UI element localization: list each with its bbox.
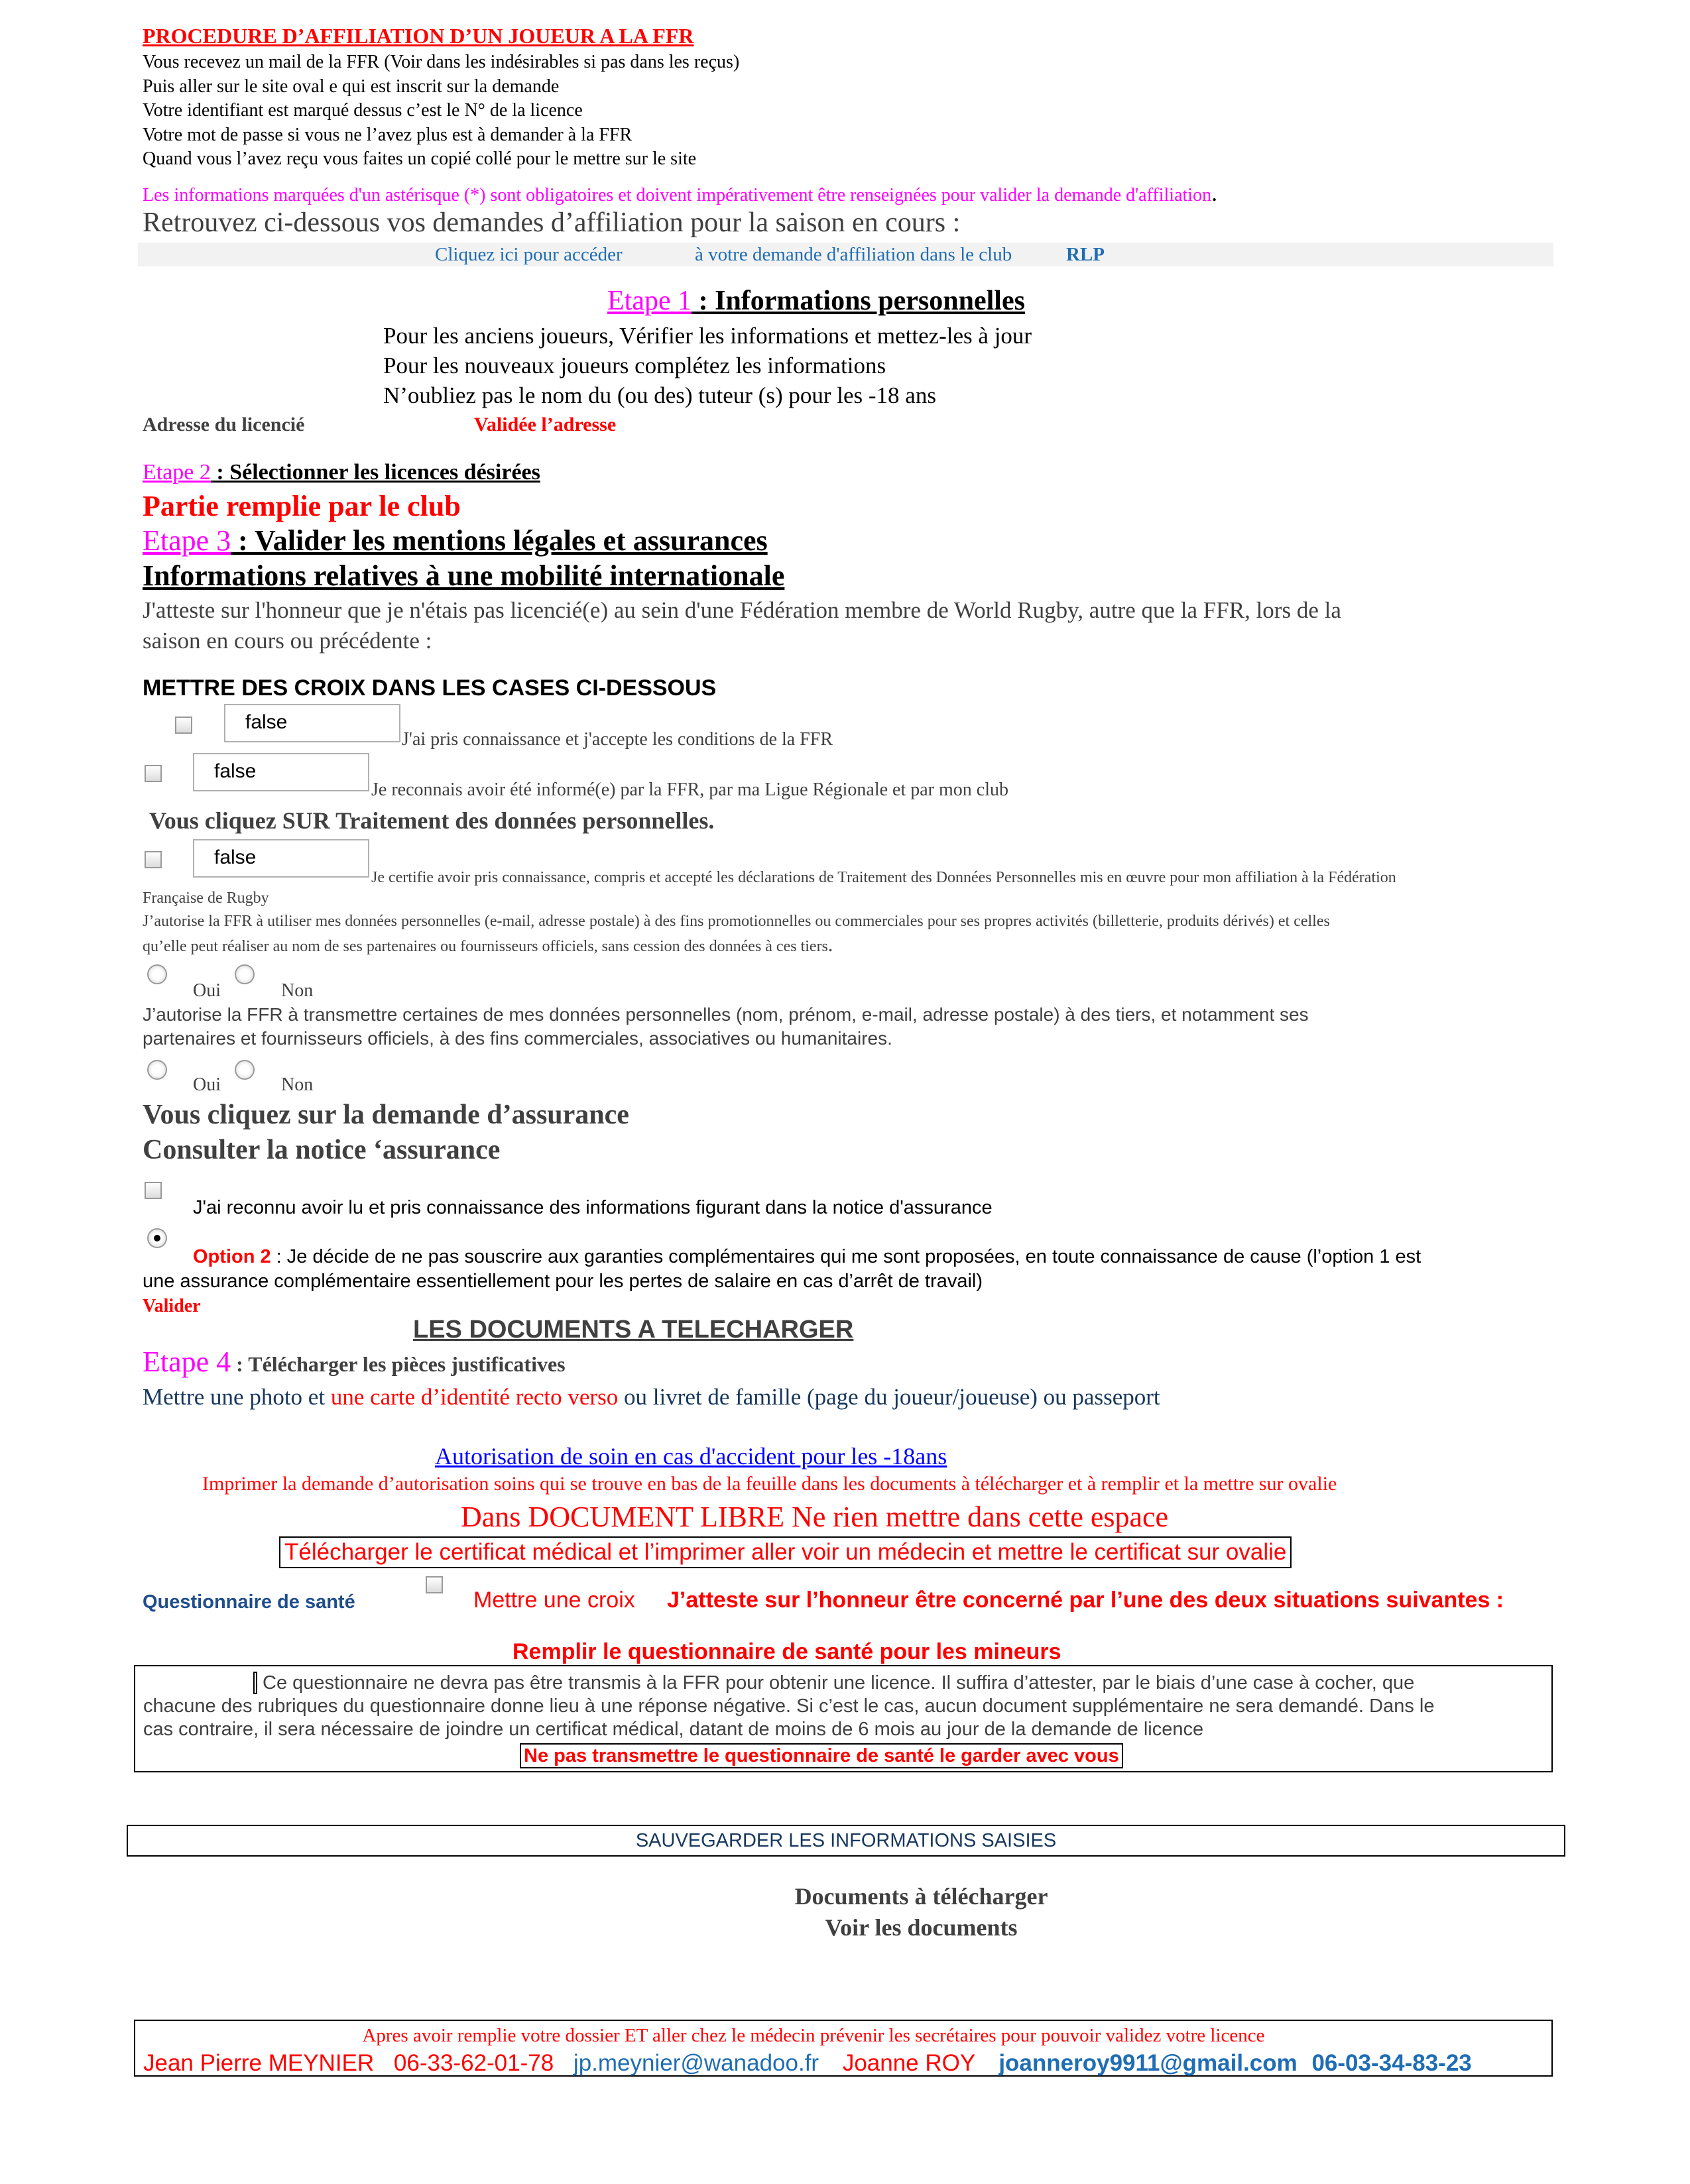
treatment-label: Je certifie avoir pris connaissance, compris et accepté les déclarations de Traitement des Données Personnelles mis en œuvre pour mon affiliation à la Fédération: [371, 869, 1396, 886]
treatment-checkbox[interactable]: [145, 851, 162, 868]
club-code: RLP: [1066, 244, 1105, 265]
sante-atteste: J’atteste sur l’honneur être concerné par l’une des deux situations suivantes :: [667, 1587, 1504, 1613]
sante-info-text: [143, 1672, 1435, 1741]
intro-line: Votre mot de passe si vous ne l’avez plus est à demander à la FFR: [143, 124, 633, 145]
contact2-email[interactable]: joanneroy9911@gmail.com: [998, 2050, 1298, 2076]
insurance-click: Vous cliquez sur la demande d’assurance: [143, 1100, 629, 1130]
address-validate-link[interactable]: Validée l’adresse: [474, 414, 617, 435]
third-oui-label: Oui: [193, 1074, 221, 1095]
access-link[interactable]: Cliquez ici pour accéder: [435, 244, 623, 265]
intro-line: Quand vous l’avez reçu vous faites un copié collé pour le mettre sur le site: [143, 148, 697, 169]
etape4-heading: [143, 1345, 566, 1379]
save-button-label: SAUVEGARDER LES INFORMATIONS SAISIES: [635, 1830, 1057, 1851]
crosses-title: METTRE DES CROIX DANS LES CASES CI-DESSOUS: [143, 675, 717, 701]
club-part: Partie remplie par le club: [143, 490, 461, 522]
etape4-title: : Télécharger les pièces justificatives: [231, 1352, 566, 1376]
etape3-label: Etape 3: [143, 524, 231, 557]
access-bar[interactable]: [138, 243, 1553, 266]
sante-warning: Ne pas transmettre le questionnaire de santé le garder avec vous: [520, 1743, 1123, 1768]
authorize-third: [143, 1003, 1309, 1051]
authorize-third-line: partenaires et fournisseurs officiels, à des fins commerciales, associatives ou humanitaires.: [143, 1028, 892, 1049]
sante-info-line: Ce questionnaire ne devra pas être transmis à la FFR pour obtenir une licence. Il suffira d’attester, par le biais d’une case à cocher, que: [263, 1672, 1415, 1694]
authorize-promo-line: qu’elle peut réaliser au nom de ses partenaires ou fournisseurs officiels, sans cession des données à ces tiers.: [143, 934, 833, 956]
etape3-title: : Valider les mentions légales et assurances: [231, 524, 768, 557]
soin-instruction: Imprimer la demande d’autorisation soins qui se trouve en bas de la feuille dans les documents à télécharger et à remplir et la mettre sur ovalie: [202, 1473, 1337, 1495]
asterisk-note-text: Les informations marquées d'un astérisque (*) sont obligatoires et doivent impérativement être renseignées pour valider la demande d'affiliation: [143, 185, 1212, 205]
sante-mineurs: Remplir le questionnaire de santé pour les mineurs: [513, 1639, 1061, 1664]
conditions-label: J'ai pris connaissance et j'accepte les conditions de la FFR: [402, 729, 833, 750]
sante-checkbox[interactable]: [426, 1576, 443, 1593]
option2-label: Option 2: [193, 1246, 271, 1267]
docs-title: Documents à télécharger: [794, 1883, 1048, 1910]
contact2-name: Joanne ROY: [842, 2050, 975, 2076]
option2-text: [143, 1245, 1421, 1294]
pieces-a: Mettre une photo et: [143, 1384, 331, 1410]
intro-lines: [143, 50, 739, 172]
documents-heading: LES DOCUMENTS A TELECHARGER: [413, 1316, 854, 1344]
treatment-value-field[interactable]: false: [193, 839, 369, 878]
etape1-line: Pour les nouveaux joueurs complétez les informations: [383, 353, 886, 378]
pieces-line: [143, 1384, 1160, 1410]
contact1-phone: 06-33-62-01-78: [393, 2050, 554, 2076]
asterisk-note: [143, 179, 1217, 207]
authorize-promo-line: J’autorise la FFR à utiliser mes données personnelles (e-mail, adresse postale) à des fins promotionnelles ou commerciales pour ses propres activités (billetterie, produits dérivés) et celles: [143, 913, 1330, 930]
contact1-email[interactable]: jp.meynier@wanadoo.fr: [573, 2050, 819, 2076]
etape1-line: N’oubliez pas le nom du (ou des) tuteur (s) pour les -18 ans: [383, 382, 936, 408]
conditions-value-field[interactable]: false: [224, 704, 400, 742]
pieces-c: ou livret de famille (page du joueur/joueuse) ou passeport: [618, 1384, 1160, 1410]
etape1-title: : Informations personnelles: [692, 286, 1025, 316]
contact-box: [134, 2020, 1553, 2077]
third-non-label: Non: [281, 1074, 314, 1095]
notice-read-label: J'ai reconnu avoir lu et pris connaissance des informations figurant dans la notice d'assurance: [193, 1197, 993, 1218]
doc-libre-note: Dans DOCUMENT LIBRE Ne rien mettre dans cette espace: [461, 1501, 1169, 1533]
informed-label: Je reconnais avoir été informé(e) par la FFR, par ma Ligue Régionale et par mon club: [371, 779, 1008, 800]
sante-label: Questionnaire de santé: [143, 1591, 355, 1613]
contact2-phone: 06-03-34-83-23: [1311, 2050, 1472, 2076]
promo-oui-radio[interactable]: [147, 964, 167, 984]
etape1-heading: [607, 285, 1025, 317]
ffr-rugby: Française de Rugby: [143, 890, 269, 907]
etape1-lines: [383, 321, 1032, 410]
option2-desc-line2: une assurance complémentaire essentiellement pour les pertes de salaire en cas d’arrêt de travail): [143, 1271, 983, 1292]
certificat-note: Télécharger le certificat médical et l’imprimer aller voir un médecin et mettre le certificat sur ovalie: [279, 1536, 1292, 1568]
intro-line: Puis aller sur le site oval e qui est inscrit sur la demande: [143, 76, 560, 97]
page-title: PROCEDURE D’AFFILIATION D’UN JOUEUR A LA FFR: [143, 24, 694, 48]
etape2-label: Etape 2: [143, 460, 211, 485]
third-oui-radio[interactable]: [147, 1060, 167, 1080]
notice-read-checkbox[interactable]: [145, 1182, 162, 1199]
promo-oui-label: Oui: [193, 980, 221, 1001]
intro-line: Vous recevez un mail de la FFR (Voir dans les indésirables si pas dans les reçus): [143, 52, 740, 72]
save-button[interactable]: [127, 1825, 1565, 1857]
validate-link[interactable]: Valider: [143, 1296, 201, 1316]
authorize-promo: [143, 910, 1330, 958]
soin-link[interactable]: Autorisation de soin en cas d'accident pour les -18ans: [435, 1443, 947, 1469]
attest-line: saison en cours ou précédente :: [143, 628, 432, 654]
intro-line: Votre identifiant est marqué dessus c’est le N° de la licence: [143, 100, 583, 121]
etape4-label: Etape 4: [143, 1346, 231, 1378]
attest-line: J'atteste sur l'honneur que je n'étais pas licencié(e) au sein d'une Fédération membre de World Rugby, autre que la FFR, lors de la: [143, 597, 1341, 623]
authorize-third-line: J’autorise la FFR à transmettre certaines de mes données personnelles (nom, prénom, e-mail, adresse postale) à des tiers, et notamment ses: [143, 1004, 1309, 1025]
etape1-label: Etape 1: [607, 286, 692, 316]
sante-croix: Mettre une croix: [473, 1587, 635, 1613]
pieces-b: une carte d’identité recto verso: [330, 1384, 619, 1410]
sante-info-box: [134, 1665, 1553, 1772]
sante-info-line: cas contraire, il sera nécessaire de joindre un certificat médical, datant de moins de 6 mois au jour de la demande de licence: [143, 1719, 1204, 1740]
promo-non-label: Non: [281, 980, 314, 1001]
promo-non-radio[interactable]: [235, 964, 255, 984]
attest-text: [143, 595, 1341, 656]
etape3-heading: [143, 524, 768, 557]
conditions-checkbox[interactable]: [175, 717, 192, 734]
contact1-name: Jean Pierre MEYNIER: [143, 2050, 375, 2076]
insurance-notice-link[interactable]: Consulter la notice ‘assurance: [143, 1135, 501, 1165]
third-non-radio[interactable]: [235, 1060, 255, 1080]
access-link-rest[interactable]: à votre demande d'affiliation dans le club: [695, 244, 1012, 265]
informed-checkbox[interactable]: [145, 765, 162, 782]
docs-link[interactable]: Voir les documents: [825, 1914, 1018, 1941]
etape2-title: : Sélectionner les licences désirées: [210, 460, 540, 485]
mobility-title: Informations relatives à une mobilité internationale: [143, 559, 785, 592]
option2-desc: : Je décide de ne pas souscrire aux garanties complémentaires qui me sont proposées, en toute connaissance de cause (l’option 1 est: [271, 1246, 1421, 1267]
asterisk-note-period: .: [1211, 180, 1218, 206]
etape1-line: Pour les anciens joueurs, Vérifier les informations et mettez-les à jour: [383, 323, 1032, 349]
contact-line: [143, 2050, 1472, 2077]
sante-info-line: chacune des rubriques du questionnaire donne lieu à une réponse négative. Si c’est le cas, aucun document supplémentaire ne sera demandé. Dans le: [143, 1695, 1435, 1717]
contact-note: Apres avoir remplie votre dossier ET aller chez le médecin prévenir les secrétaires pour pouvoir validez votre licence: [362, 2025, 1265, 2046]
retrouvez-heading: Retrouvez ci-dessous vos demandes d’affiliation pour la saison en cours :: [143, 207, 961, 238]
etape2-heading: [143, 460, 540, 485]
treatment-click: Vous cliquez SUR Traitement des données personnelles.: [149, 807, 715, 834]
informed-value-field[interactable]: false: [193, 753, 369, 791]
address-label: Adresse du licencié: [143, 414, 305, 435]
